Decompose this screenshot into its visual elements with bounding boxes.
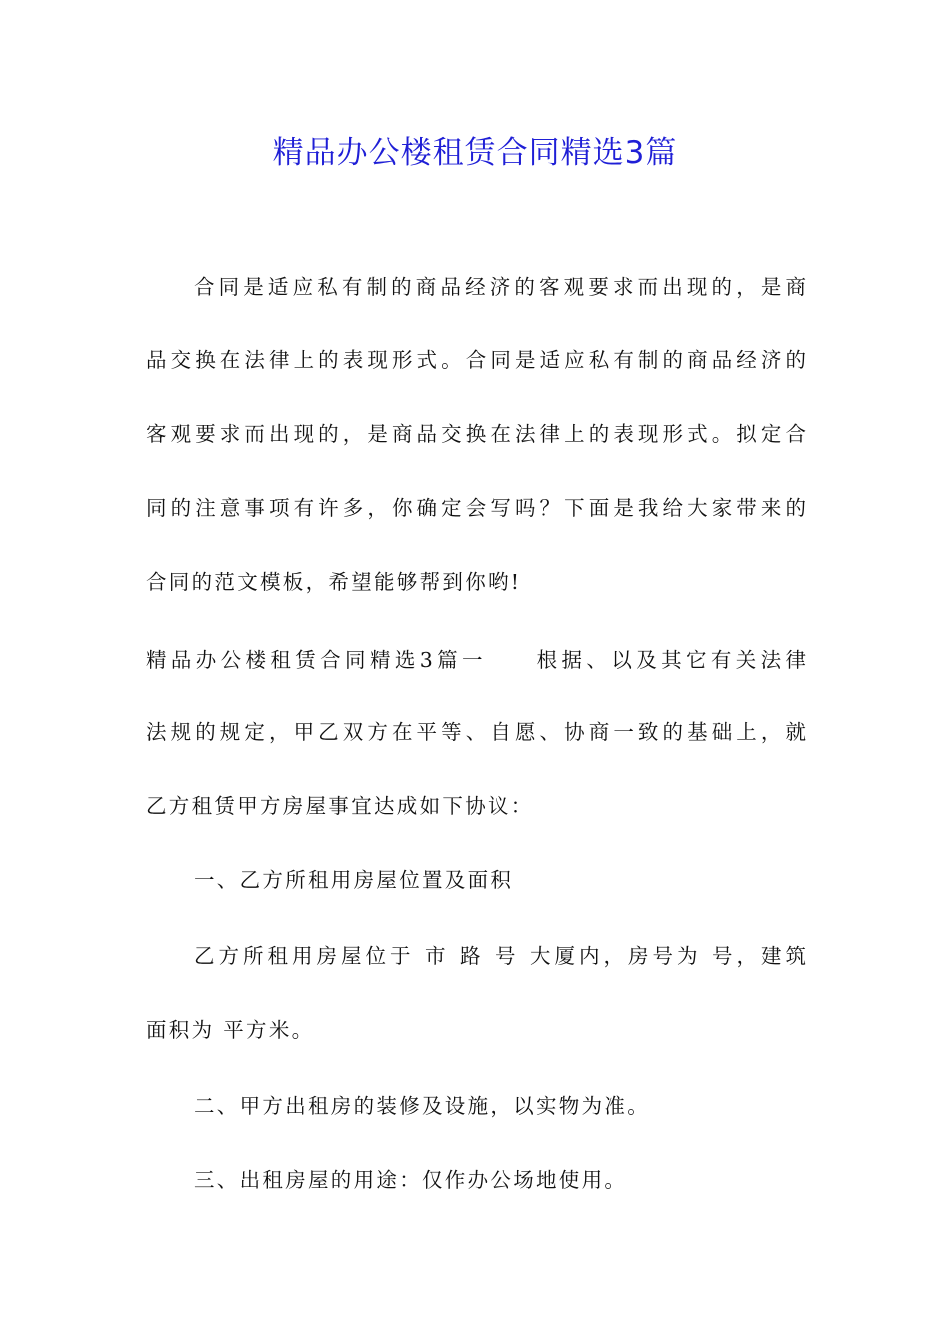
agreement-line-2: 乙方租赁甲方房屋事宜达成如下协议： — [146, 794, 534, 818]
document-title: 精品办公楼租赁合同精选3篇 — [272, 135, 678, 171]
clause-1-body-line-2: 面积为 平方米。 — [146, 1018, 315, 1042]
intro-line-3: 客观要求而出现的，是商品交换在法律上的表现形式。拟定合 — [146, 422, 806, 446]
intro-line-4: 同的注意事项有许多，你确定会写吗？下面是我给大家带来的 — [146, 496, 806, 520]
intro-line-5: 合同的范文模板，希望能够帮到你哟! — [146, 570, 522, 594]
intro-line-1: 合同是适应私有制的商品经济的客观要求而出现的，是商 — [194, 275, 806, 299]
section-heading-line: 精品办公楼租赁合同精选3篇一 根据、以及其它有关法律 — [146, 648, 806, 672]
clause-3: 三、出租房屋的用途：仅作办公场地使用。 — [194, 1168, 628, 1192]
clause-1-body-line-1: 乙方所租用房屋位于 市 路 号 大厦内，房号为 号，建筑 — [194, 944, 806, 968]
clause-1-title: 一、乙方所租用房屋位置及面积 — [194, 868, 514, 892]
clause-2: 二、甲方出租房的装修及设施，以实物为准。 — [194, 1094, 650, 1118]
agreement-line-1: 法规的规定，甲乙双方在平等、自愿、协商一致的基础上，就 — [146, 720, 806, 744]
intro-line-2: 品交换在法律上的表现形式。合同是适应私有制的商品经济的 — [146, 348, 806, 372]
